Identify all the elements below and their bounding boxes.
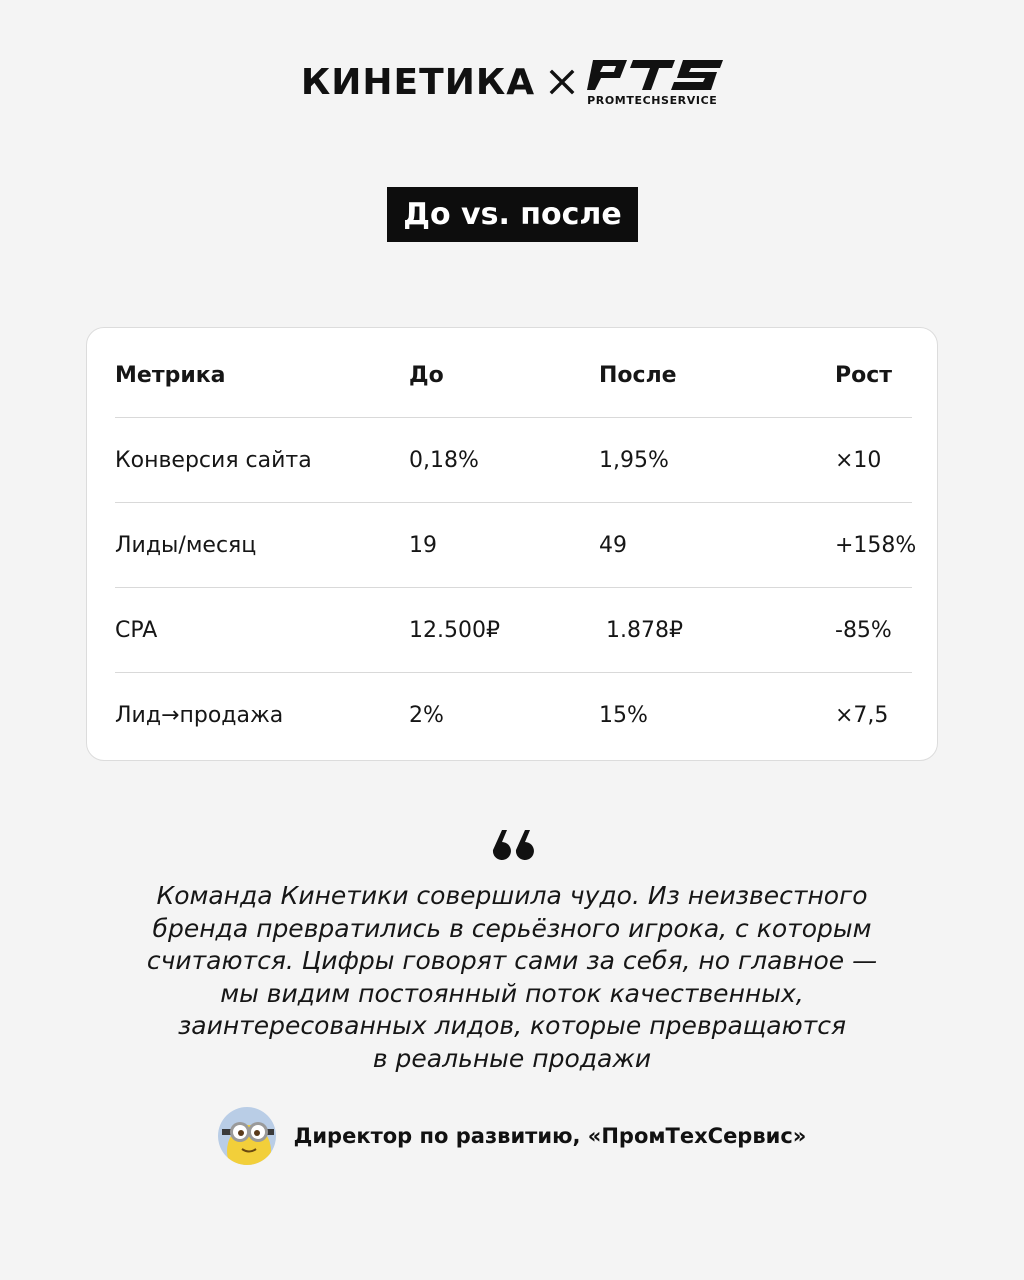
page-title: До vs. после (387, 187, 638, 242)
quote-line: заинтересованных лидов, которые превращаются (177, 1011, 847, 1040)
value-after: 1,95% (599, 447, 669, 473)
table-header-row (115, 333, 912, 418)
quote-line: мы видим постоянный поток качественных, (220, 978, 804, 1008)
cross-icon (549, 69, 575, 95)
table-row (115, 673, 912, 758)
table-row (115, 503, 917, 588)
quote-line: считаются. Цифры говорят сами за себя, но главное — (146, 946, 878, 975)
value-growth: ×10 (835, 447, 882, 473)
pts-logo (587, 58, 723, 107)
metric-name: Лид→продажа (115, 703, 284, 728)
value-before: 0,18% (409, 447, 479, 473)
table-row (115, 418, 912, 503)
pts-caption: PROMTECHSERVICE (587, 93, 718, 107)
metrics-table (86, 327, 938, 761)
column-header-after: После (599, 362, 677, 388)
value-growth: -85% (835, 617, 892, 643)
testimonial-author (0, 1106, 1024, 1166)
testimonial-quote (100, 880, 924, 1075)
value-growth: +158% (835, 532, 917, 558)
column-header-before: До (409, 362, 444, 388)
table-row (115, 588, 912, 673)
value-before: 2% (409, 703, 444, 728)
header (0, 52, 1024, 112)
author-name: Директор по развитию, «ПромТехСервис» (293, 1124, 807, 1148)
value-growth: ×7,5 (835, 703, 889, 728)
value-after: 49 (599, 532, 627, 558)
column-header-growth: Рост (835, 362, 893, 388)
minion-avatar (218, 1107, 276, 1165)
kinetika-logo: КИНЕТИКА (300, 61, 536, 103)
metric-name: CPA (115, 617, 158, 643)
value-after: 15% (599, 703, 648, 728)
column-header-metric: Метрика (115, 362, 226, 388)
metric-name: Конверсия сайта (115, 447, 312, 473)
value-after: 1.878₽ (599, 617, 683, 643)
quote-icon (490, 830, 534, 860)
value-before: 12.500₽ (409, 617, 500, 643)
pts-logo-icon (587, 58, 723, 92)
quote-line: бренда превратились в серьёзного игрока, с которым (152, 913, 872, 943)
value-before: 19 (409, 532, 437, 558)
metric-name: Лиды/месяц (115, 532, 257, 558)
quote-line: Команда Кинетики совершила чудо. Из неизвестного (156, 881, 868, 910)
quote-line: в реальные продажи (372, 1043, 652, 1073)
